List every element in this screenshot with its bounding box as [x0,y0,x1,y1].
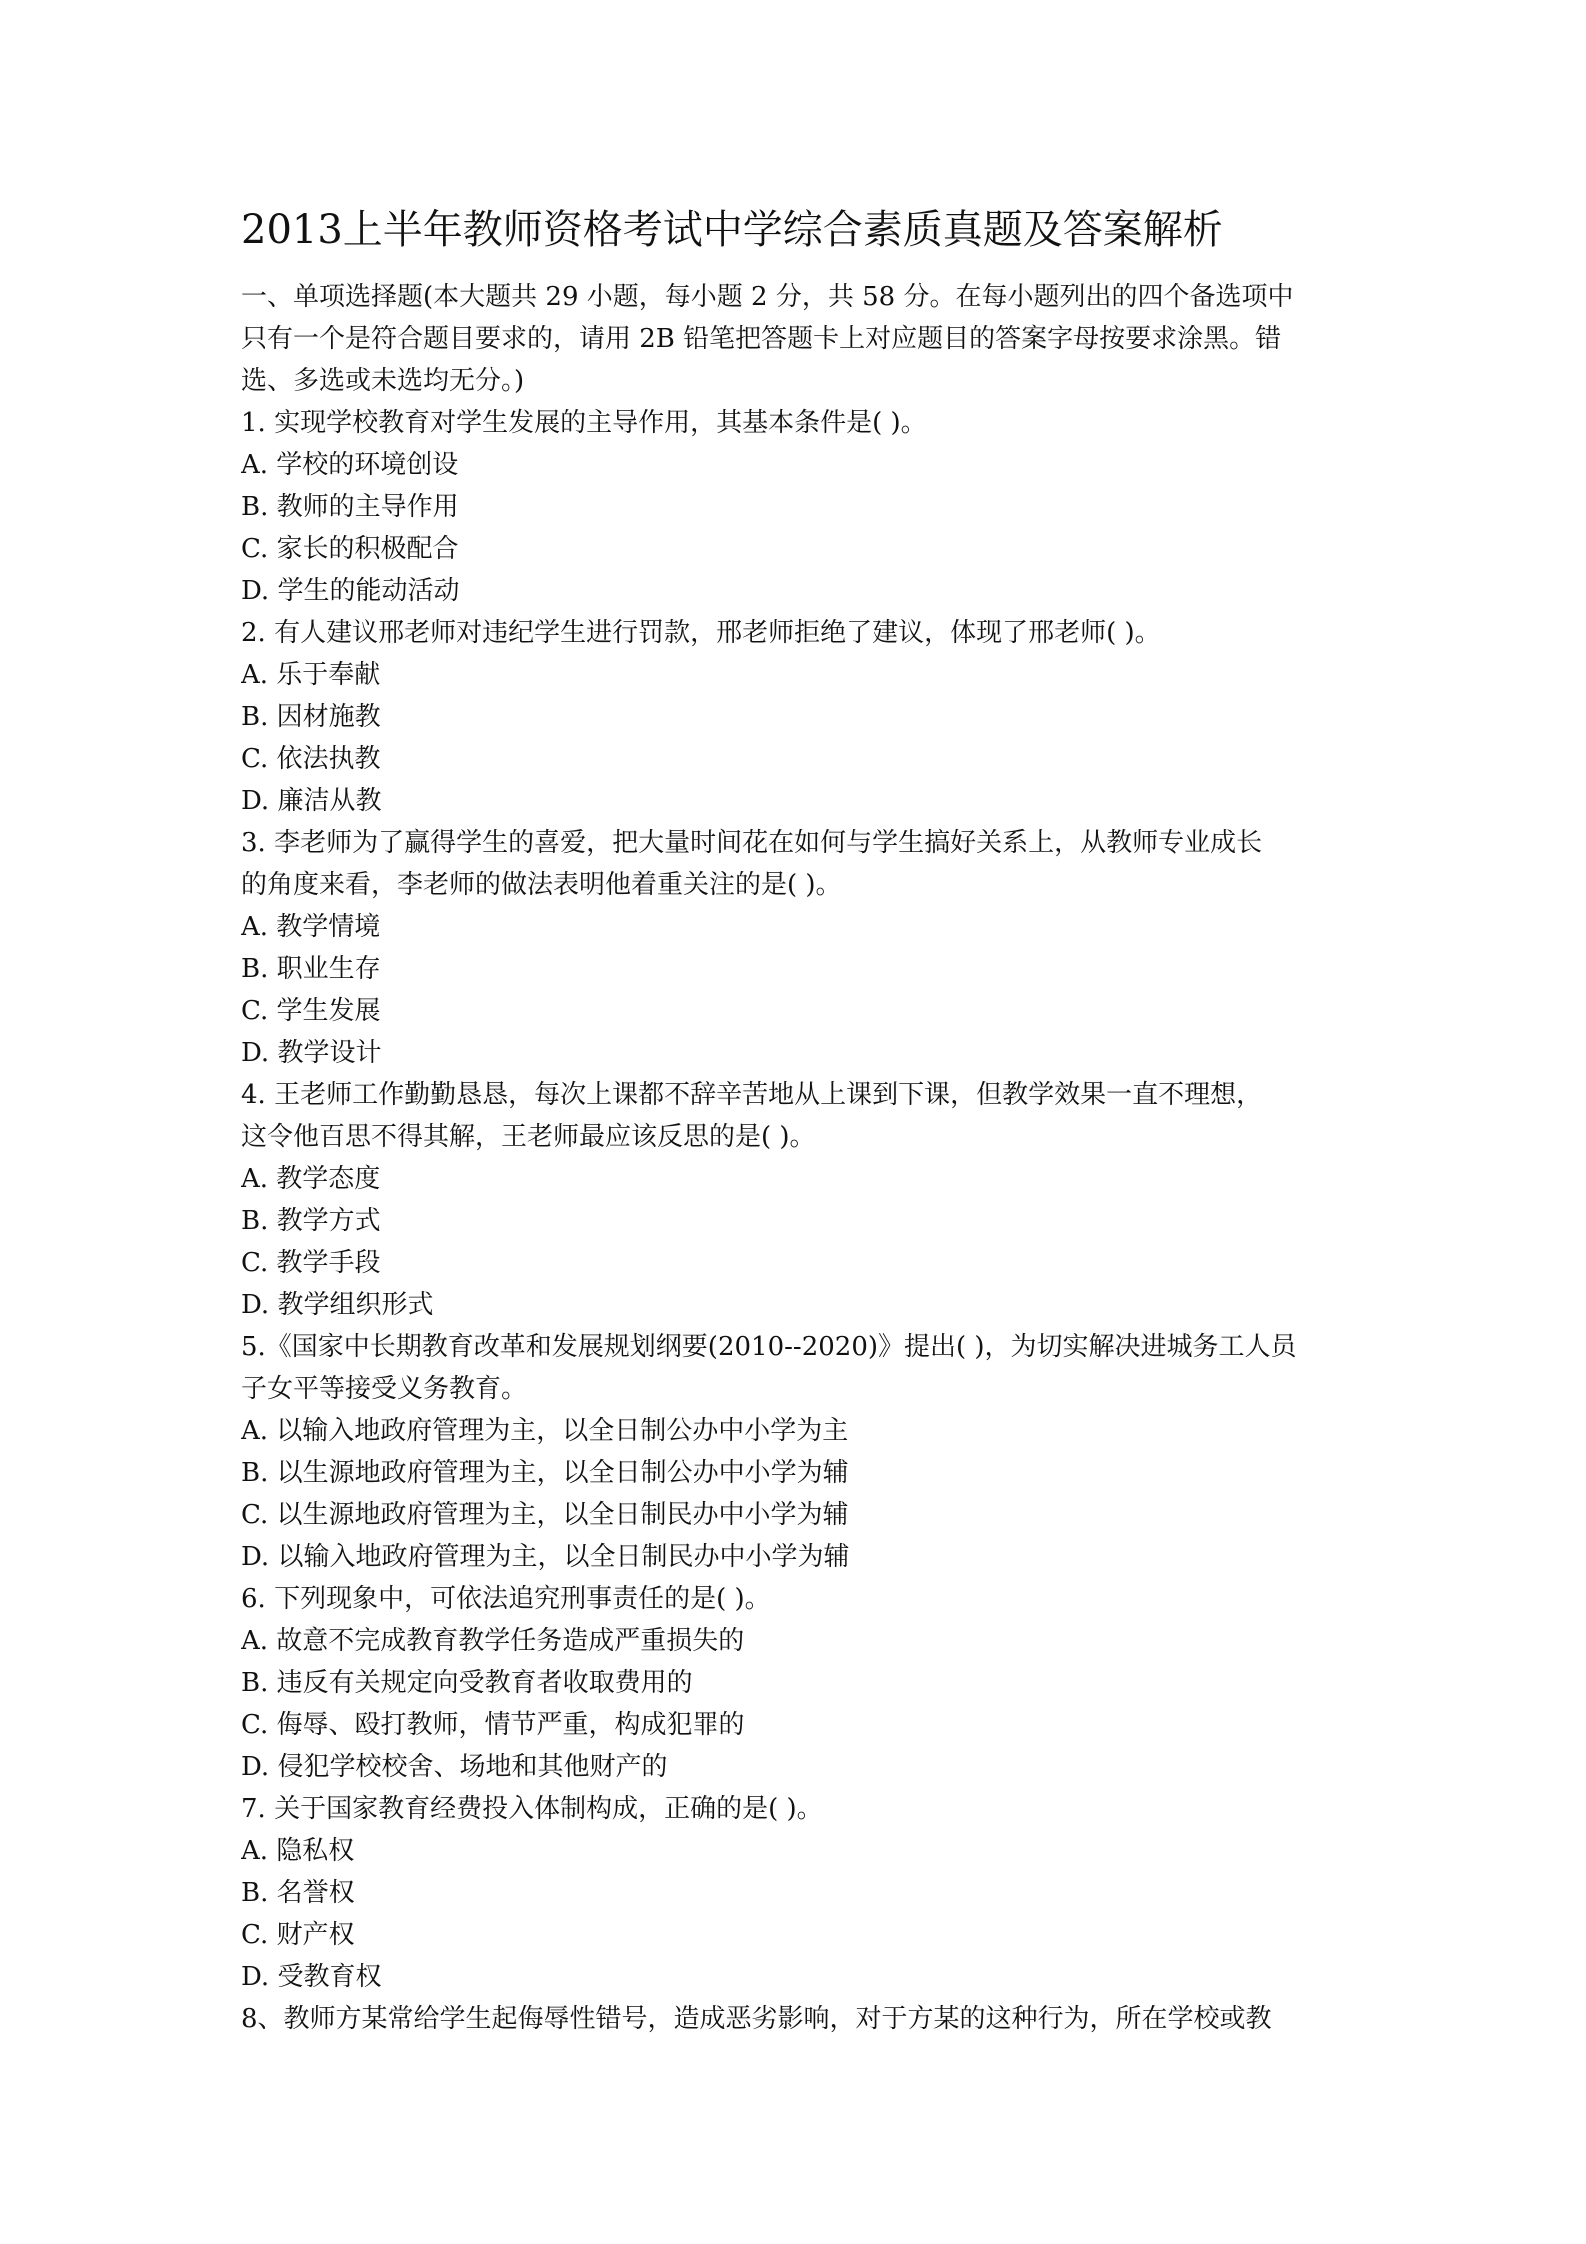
text-line: 的角度来看，李老师的做法表明他着重关注的是( )。 [241,870,842,900]
text-line: C. 学生发展 [241,996,381,1026]
document-body [241,276,1361,2040]
text-line: A. 教学态度 [241,1164,381,1194]
text-line: 2. 有人建议邢老师对违纪学生进行罚款，邢老师拒绝了建议，体现了邢老师( )。 [241,618,1161,648]
text-line: 6. 下列现象中，可依法追究刑事责任的是( )。 [241,1584,771,1614]
text-line: D. 受教育权 [241,1962,382,1992]
text-line: A. 故意不完成教育教学任务造成严重损失的 [241,1626,745,1656]
text-line: D. 以输入地政府管理为主，以全日制民办中小学为辅 [241,1542,850,1572]
text-line: A. 学校的环境创设 [241,450,459,480]
text-line: 一、单项选择题(本大题共 29 小题，每小题 2 分，共 58 分。在每小题列出的四个备选项中 [241,282,1294,312]
text-line: D. 教学设计 [241,1038,382,1068]
text-line: 7. 关于国家教育经费投入体制构成，正确的是( )。 [241,1794,823,1824]
text-line: C. 教学手段 [241,1248,381,1278]
text-line: 只有一个是符合题目要求的，请用 2B 铅笔把答题卡上对应题目的答案字母按要求涂黑。错 [241,324,1282,354]
text-line: A. 教学情境 [241,912,381,942]
text-line: C. 财产权 [241,1920,355,1950]
text-line: D. 学生的能动活动 [241,576,460,606]
text-line: D. 廉洁从教 [241,786,382,816]
text-line: C. 侮辱、殴打教师，情节严重，构成犯罪的 [241,1710,745,1740]
text-line: B. 以生源地政府管理为主，以全日制公办中小学为辅 [241,1458,849,1488]
text-line: D. 教学组织形式 [241,1290,434,1320]
text-line: B. 教师的主导作用 [241,492,459,522]
text-line: A. 以输入地政府管理为主，以全日制公办中小学为主 [241,1416,849,1446]
text-line: 1. 实现学校教育对学生发展的主导作用，其基本条件是( )。 [241,408,927,438]
text-line: A. 隐私权 [241,1836,355,1866]
text-line: 选、多选或未选均无分。) [241,366,525,396]
text-line: D. 侵犯学校校舍、场地和其他财产的 [241,1752,668,1782]
text-line: 8、教师方某常给学生起侮辱性错号，造成恶劣影响，对于方某的这种行为，所在学校或教 [241,2004,1272,2034]
text-line: 5.《国家中长期教育改革和发展规划纲要(2010--2020)》提出( )，为切实解决进城务工人员 [241,1332,1297,1362]
text-line: 3. 李老师为了赢得学生的喜爱，把大量时间花在如何与学生搞好关系上，从教师专业成长 [241,828,1263,858]
text-line: B. 因材施教 [241,702,381,732]
text-line: 子女平等接受义务教育。 [241,1374,528,1404]
text-line: 这令他百思不得其解，王老师最应该反思的是( )。 [241,1122,816,1152]
text-line: B. 名誉权 [241,1878,355,1908]
text-line: 4. 王老师工作勤勤恳恳，每次上课都不辞辛苦地从上课到下课，但教学效果一直不理想， [241,1080,1263,1110]
text-line: C. 依法执教 [241,744,381,774]
text-line: A. 乐于奉献 [241,660,381,690]
text-line: B. 教学方式 [241,1206,381,1236]
document-title: 2013上半年教师资格考试中学综合素质真题及答案解析 [241,207,1223,253]
text-line: C. 家长的积极配合 [241,534,459,564]
text-line: B. 职业生存 [241,954,381,984]
text-line: B. 违反有关规定向受教育者收取费用的 [241,1668,693,1698]
text-line: C. 以生源地政府管理为主，以全日制民办中小学为辅 [241,1500,849,1530]
